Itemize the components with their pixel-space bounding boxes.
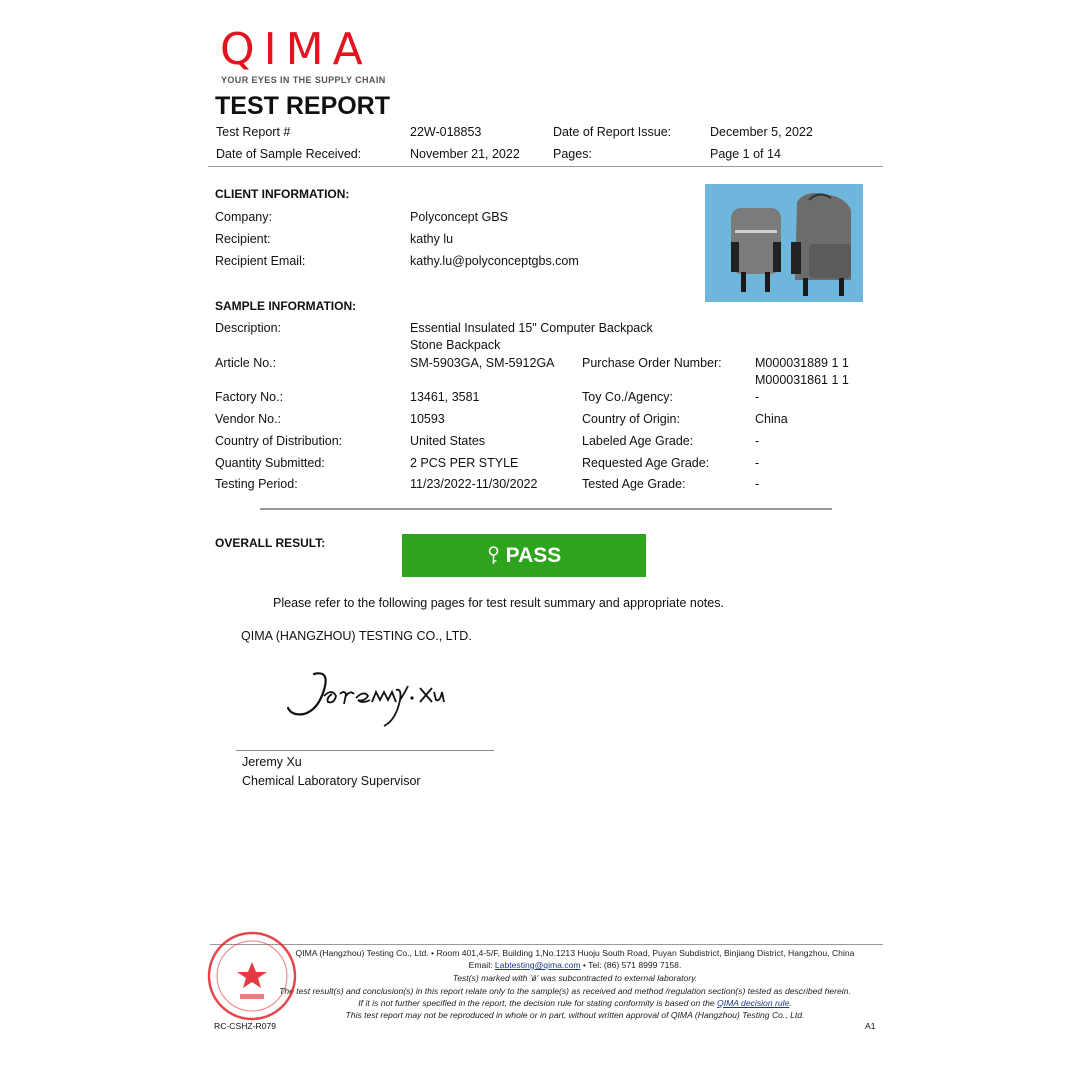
toy-agency-value: -: [755, 390, 760, 404]
distribution-value: United States: [410, 434, 486, 448]
origin-value: China: [755, 412, 788, 426]
key-icon: [487, 546, 500, 566]
footer-subcontract-note: Test(s) marked with 'ǿ' was subcontracted to external laboratory.: [452, 973, 698, 983]
labeled-age-label: Labeled Age Grade:: [582, 434, 694, 448]
form-version: A1: [865, 1021, 876, 1031]
client-heading: CLIENT INFORMATION:: [215, 187, 350, 201]
factory-value: 13461, 3581: [410, 390, 480, 404]
footer-decision-note: [240, 998, 910, 1008]
tested-age-label: Tested Age Grade:: [582, 477, 686, 491]
recipient-value: kathy lu: [410, 232, 454, 246]
signature-image: [284, 664, 454, 730]
tested-age-value: -: [755, 477, 760, 491]
footer-email-link[interactable]: Labtesting@qima.com: [494, 960, 581, 970]
sample-heading: SAMPLE INFORMATION:: [215, 299, 357, 313]
recipient-label: Recipient:: [215, 232, 271, 246]
origin-label: Country of Origin:: [582, 412, 680, 426]
company-value: Polyconcept GBS: [410, 210, 508, 224]
signer-role: Chemical Laboratory Supervisor: [242, 774, 421, 788]
po-label: Purchase Order Number:: [582, 356, 722, 370]
received-date-value: November 21, 2022: [410, 147, 520, 161]
qima-logo: QIMA: [220, 24, 372, 75]
footer-decision-end: .: [789, 998, 792, 1008]
factory-label: Factory No.:: [215, 390, 284, 404]
backpack-image: [705, 184, 863, 302]
po-line1: M000031889 1 1: [755, 356, 849, 370]
requested-age-value: -: [755, 456, 760, 470]
lab-company-name: QIMA (HANGZHOU) TESTING CO., LTD.: [241, 629, 472, 643]
footer-contact: [240, 960, 910, 970]
company-label: Company:: [215, 210, 272, 224]
form-code: RC-CSHZ-R079: [214, 1021, 277, 1031]
pages-label: Pages:: [553, 147, 592, 161]
pages-value: Page 1 of 14: [710, 147, 781, 161]
footer-scope-note: The test result(s) and conclusion(s) in this report relate only to the sample(s) as received and method /regulation section(s) tested as described herein.: [279, 986, 851, 996]
footer-decision-text: If it is not further specified in the report, the decision rule for stating conformity is based on the: [358, 998, 718, 1008]
footer-copyright-note: This test report may not be reproduced in whole or in part, without written approval of QIMA (Hangzhou) Testing Co., Ltd.: [345, 1010, 805, 1020]
company-seal-stamp: [206, 930, 298, 1022]
description-line2: Stone Backpack: [410, 338, 501, 352]
labeled-age-value: -: [755, 434, 760, 448]
sample-photo: [705, 184, 863, 302]
quantity-value: 2 PCS PER STYLE: [410, 456, 519, 470]
result-note: Please refer to the following pages for test result summary and appropriate notes.: [273, 596, 724, 610]
requested-age-label: Requested Age Grade:: [582, 456, 710, 470]
header-divider: [208, 166, 883, 167]
period-value: 11/23/2022-11/30/2022: [410, 477, 538, 491]
toy-agency-label: Toy Co./Agency:: [582, 390, 674, 404]
issue-date-label: Date of Report Issue:: [553, 125, 672, 139]
distribution-label: Country of Distribution:: [215, 434, 343, 448]
signature-line: [236, 750, 494, 751]
overall-result-label: OVERALL RESULT:: [215, 536, 326, 550]
vendor-label: Vendor No.:: [215, 412, 282, 426]
footer-divider: [210, 944, 883, 945]
description-label: Description:: [215, 321, 281, 335]
article-label: Article No.:: [215, 356, 277, 370]
quantity-label: Quantity Submitted:: [215, 456, 325, 470]
footer-tel: • Tel: (86) 571 8999 7158.: [580, 960, 682, 970]
vendor-value: 10593: [410, 412, 445, 426]
article-value: SM-5903GA, SM-5912GA: [410, 356, 555, 370]
recipient-email-value: kathy.lu@polyconceptgbs.com: [410, 254, 579, 268]
period-label: Testing Period:: [215, 477, 298, 491]
page-title: TEST REPORT: [215, 92, 391, 120]
description-line1: Essential Insulated 15" Computer Backpack: [410, 321, 653, 335]
logo-tagline: YOUR EYES IN THE SUPPLY CHAIN: [221, 75, 386, 85]
report-no-value: 22W-018853: [410, 125, 482, 139]
recipient-email-label: Recipient Email:: [215, 254, 306, 268]
footer-address: QIMA (Hangzhou) Testing Co., Ltd. • Room 401,4-5/F, Building 1,No.1213 Huoju South Road, Puyan Subdistrict, Binjiang District, Hangzhou, China: [295, 948, 855, 958]
pass-badge: [402, 534, 646, 577]
po-line2: M000031861 1 1: [755, 373, 849, 387]
footer-email-label: Email:: [468, 960, 495, 970]
issue-date-value: December 5, 2022: [710, 125, 813, 139]
decision-rule-link[interactable]: QIMA decision rule: [717, 998, 790, 1008]
sample-divider: [260, 508, 832, 510]
received-date-label: Date of Sample Received:: [216, 147, 362, 161]
pass-text: PASS: [505, 543, 562, 567]
report-no-label: Test Report #: [216, 125, 291, 139]
signer-name: Jeremy Xu: [242, 755, 302, 769]
